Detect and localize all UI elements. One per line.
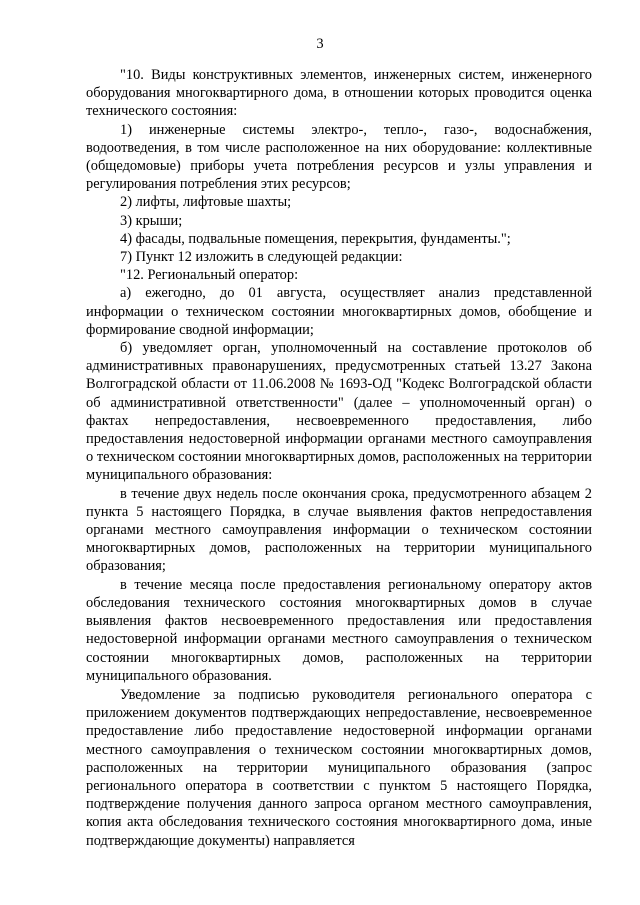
paragraph-12a: а) ежегодно, до 01 августа, осуществляет анализ представленной информации о техническом состоянии многоквартирных домов, обобщение и формирование сводной информации; <box>86 285 592 338</box>
document-body <box>86 66 592 850</box>
paragraph-engineering-systems: 1) инженерные системы электро-, тепло-, газо-, водоснабжения, водоотведения, в том числе расположенное на них оборудование: коллективные (общедомовые) приборы учета потребления ресурсов и узлы управления и регулирования потребления этих ресурсов; <box>86 121 592 193</box>
paragraph-facades: 4) фасады, подвальные помещения, перекрытия, фундаменты."; <box>120 230 511 247</box>
paragraph-one-month: в течение месяца после предоставления региональному оператору актов обследования технического состояния многоквартирных домов в случае выявления фактов несвоевременного предоставления или предоставления недостоверной информации органами местного самоуправления о техническом состоянии многоквартирных домов, расположенных на территории муниципального образования. <box>86 576 592 684</box>
paragraph-item-10-heading: "10. Виды конструктивных элементов, инженерных систем, инженерного оборудования многоквартирного дома, в отношении которых проводится оценка технического состояния: <box>86 67 592 120</box>
paragraph-amendment-7: 7) Пункт 12 изложить в следующей редакции: <box>120 249 403 266</box>
paragraph-two-weeks: в течение двух недель после окончания срока, предусмотренного абзацем 2 пункта 5 настоящего Порядка, в случае выявления фактов непредоставления органами местного самоуправления информации о техническом состоянии многоквартирных домов, расположенных на территории муниципального образования; <box>86 485 592 575</box>
paragraph-12b: б) уведомляет орган, уполномоченный на составление протоколов об административных правонарушениях, предусмотренных статьей 13.27 Закона Волгоградской области от 11.06.2008 № 1693-ОД "Кодекс Волгоградской области об административной ответственности" (далее – уполномоченный орган) о фактах непредоставления, несвоевременного предоставления, либо предоставления недостоверной информации органами местного самоуправления о техническом состоянии многоквартирных домов, расположенных на территории муниципального образования: <box>86 340 592 484</box>
page-number: 3 <box>316 36 324 52</box>
paragraph-roofs: 3) крыши; <box>120 212 183 229</box>
paragraph-notification: Уведомление за подписью руководителя регионального оператора с приложением документов подтверждающих непредоставление, несвоевременное предоставление либо предоставление недостоверной информации органами местного самоуправления о техническом состоянии многоквартирных домов, расположенных на территории муниципального образования (запрос регионального оператора в соответствии с пунктом 5 настоящего Порядка, подтверждение получения данного запроса органом местного самоуправления, копия акта обследования технического состояния многоквартирного дома, иные подтверждающие документы) направляется <box>86 686 592 849</box>
paragraph-elevators: 2) лифты, лифтовые шахты; <box>120 194 292 211</box>
paragraph-item-12-heading: "12. Региональный оператор: <box>120 267 299 284</box>
